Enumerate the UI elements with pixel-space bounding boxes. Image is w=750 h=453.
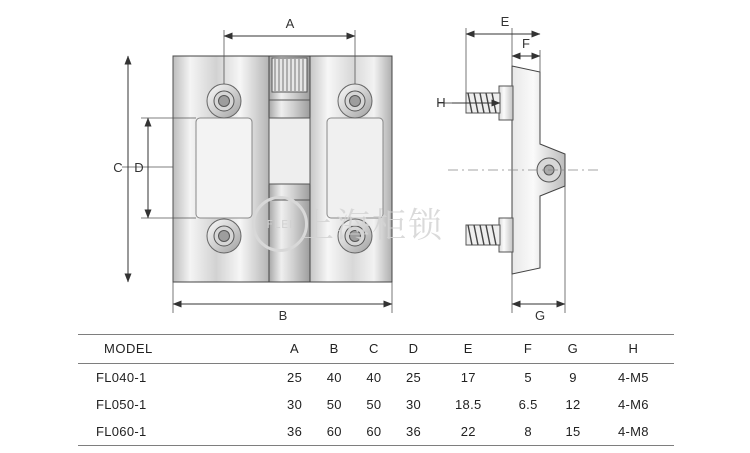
table-header-model: MODEL [78, 335, 275, 364]
table-header-a: A [275, 335, 315, 364]
cell-e: 22 [433, 418, 503, 446]
cell-e: 17 [460, 370, 476, 385]
cell-b: 50 [326, 397, 342, 412]
cell-model: FL040-1 [96, 370, 147, 385]
cell-model: FL060-1 [78, 418, 275, 446]
cell-c: 60 [354, 418, 394, 446]
table-header-e: E [433, 335, 503, 364]
table-header-b: B [314, 335, 354, 364]
screw-boss-bottom-left [207, 219, 241, 253]
table-row [78, 391, 674, 418]
cell-e: 18.5 [455, 397, 482, 412]
cell-f: 5 [524, 370, 532, 385]
dim-label-E: E [500, 14, 510, 29]
cell-h: 4-M6 [617, 397, 649, 412]
cell-b: 60 [314, 418, 354, 446]
table-header-f: F [503, 335, 553, 364]
table-header-c: C [354, 335, 394, 364]
cell-c: 40 [366, 370, 382, 385]
cell-a: 30 [287, 397, 303, 412]
screw-boss-top-right [338, 84, 372, 118]
table-header-g: G [553, 335, 593, 364]
cell-d: 25 [406, 370, 422, 385]
cell-b: 40 [326, 370, 342, 385]
cell-h: 4-M5 [617, 370, 649, 385]
table-header-row [78, 335, 674, 364]
cell-a: 25 [287, 370, 303, 385]
cell-g: 9 [569, 370, 577, 385]
screw-boss-top-left [207, 84, 241, 118]
dim-label-C: C [113, 160, 123, 175]
dim-label-F: F [522, 36, 530, 51]
specification-table [78, 334, 674, 446]
cell-a: 36 [275, 418, 315, 446]
cell-c: 50 [366, 397, 382, 412]
dim-label-B: B [278, 308, 288, 323]
table-header-h: H [593, 335, 674, 364]
side-view-group [436, 14, 600, 323]
screw-boss-bottom-right [338, 219, 372, 253]
dim-label-A: A [285, 16, 295, 31]
watermark-badge: FLEI [252, 196, 308, 252]
watermark-text: 上海柜锁 [300, 206, 444, 246]
cell-f: 8 [503, 418, 553, 446]
front-view-group [113, 16, 392, 323]
cell-g: 12 [565, 397, 581, 412]
dim-label-H: H [436, 95, 446, 110]
dim-label-D: D [134, 160, 144, 175]
dim-label-G: G [534, 308, 546, 323]
cell-h: 4-M8 [593, 418, 674, 446]
table-header-d: D [394, 335, 434, 364]
cell-g: 15 [553, 418, 593, 446]
cell-f: 6.5 [518, 397, 538, 412]
cell-model: FL050-1 [96, 397, 147, 412]
cell-d: 36 [394, 418, 434, 446]
table-row [78, 418, 674, 446]
table-row [78, 364, 674, 392]
cell-d: 30 [406, 397, 422, 412]
